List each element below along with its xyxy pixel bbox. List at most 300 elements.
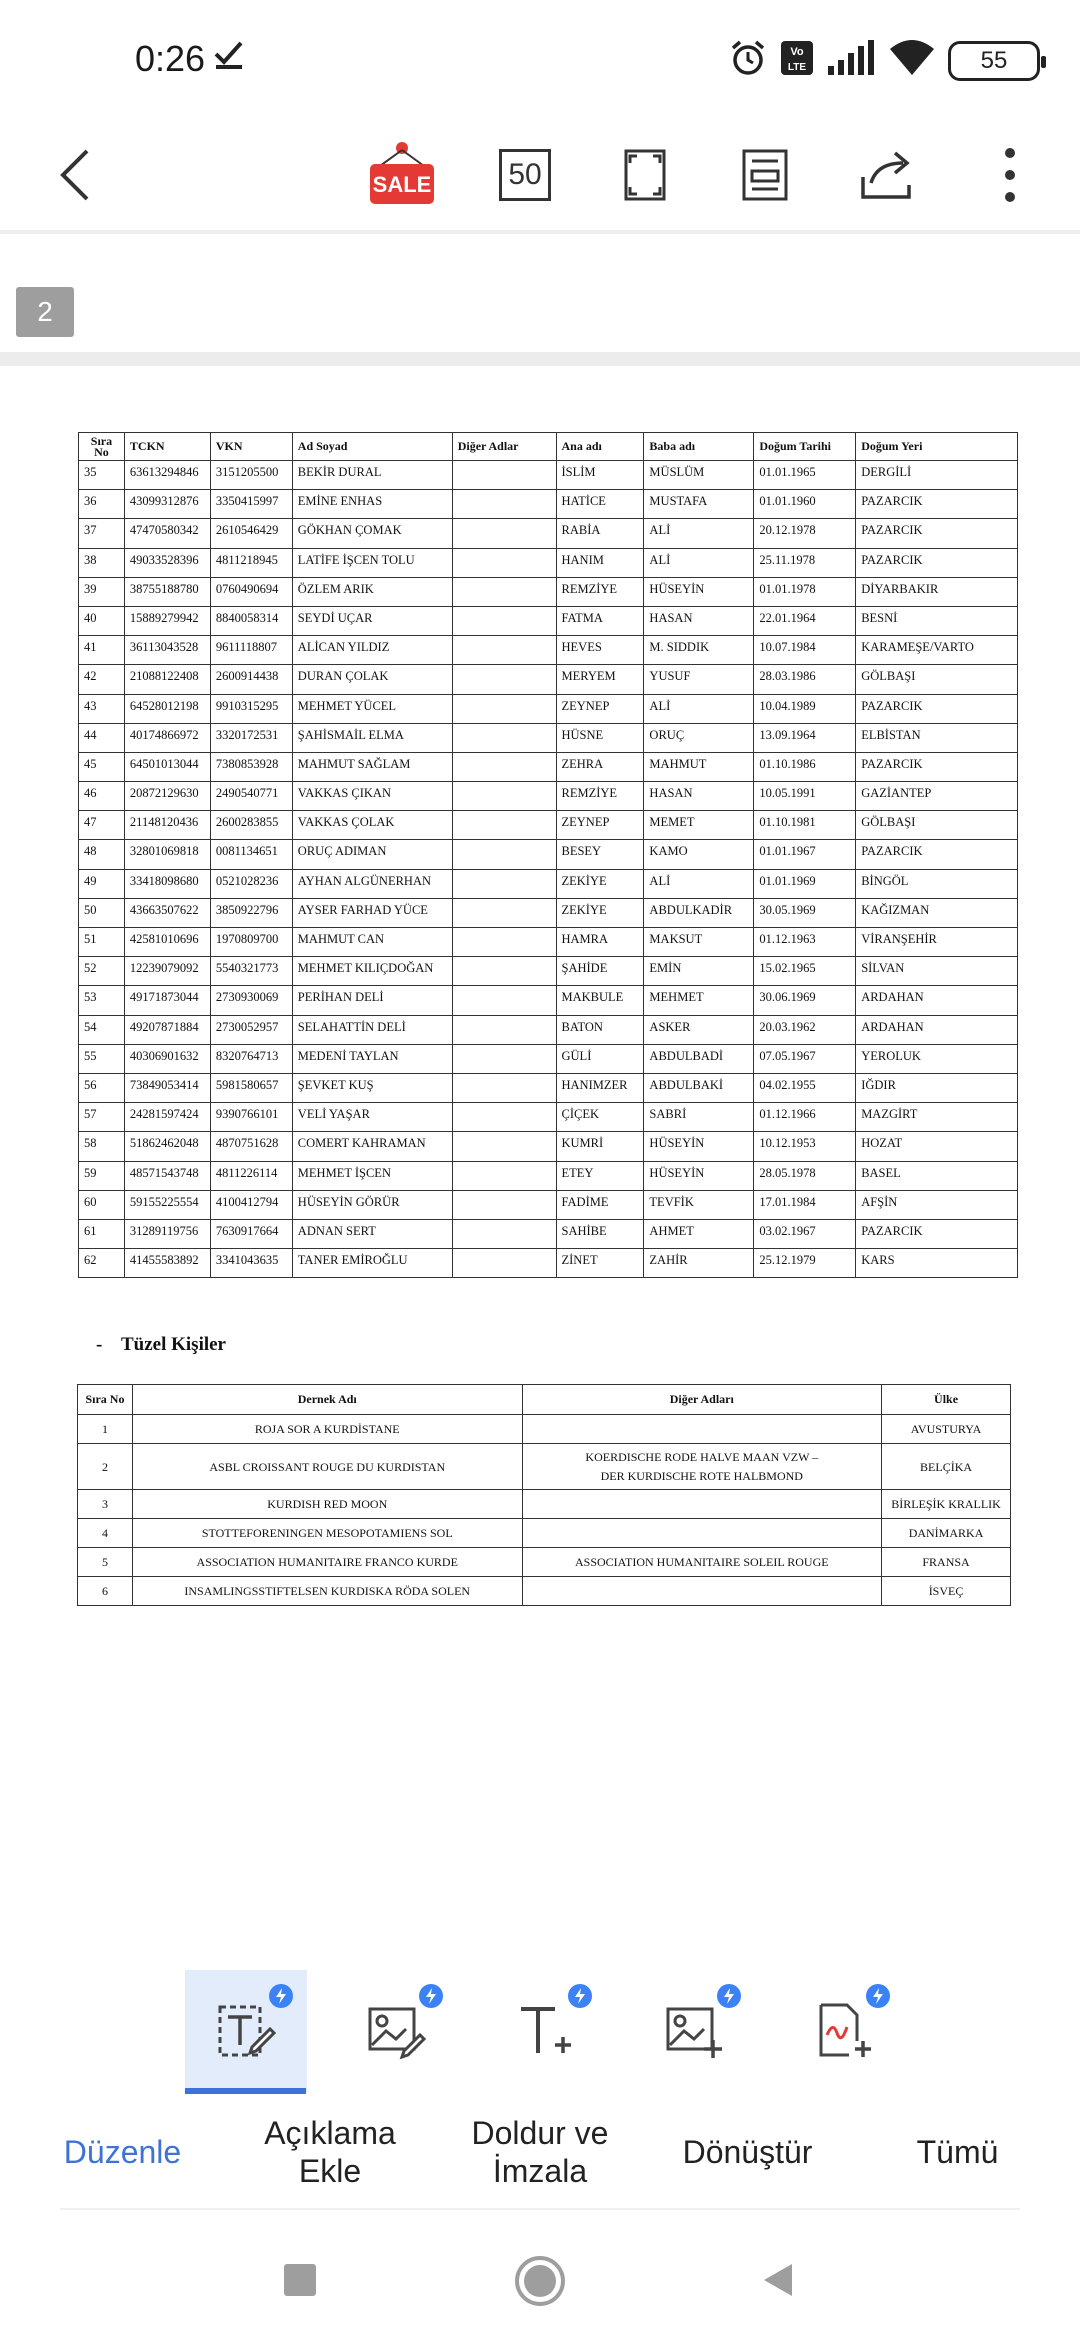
- table-cell: 5981580657: [210, 1073, 292, 1102]
- table-cell: ABDULBAKİ: [644, 1073, 754, 1102]
- table-cell: 43663507622: [124, 898, 210, 927]
- table-cell: VELİ YAŞAR: [292, 1103, 452, 1132]
- table-cell: MEHMET YÜCEL: [292, 694, 452, 723]
- table-cell: 01.10.1981: [754, 811, 856, 840]
- table-cell: 49207871884: [124, 1015, 210, 1044]
- table-row: [79, 1044, 1018, 1073]
- organizations-table: [77, 1384, 1011, 1606]
- table-cell: YUSUF: [644, 665, 754, 694]
- table-cell: HOZAT: [856, 1132, 1018, 1161]
- table-cell: ZEHRA: [556, 752, 644, 781]
- table-cell: KARS: [856, 1249, 1018, 1278]
- table-cell: GÜLİ: [556, 1044, 644, 1073]
- table-cell: [452, 577, 556, 606]
- table-cell: DURAN ÇOLAK: [292, 665, 452, 694]
- table-cell: 31289119756: [124, 1219, 210, 1248]
- table-cell: M. SIDDIK: [644, 636, 754, 665]
- table-cell: DERGİLİ: [856, 461, 1018, 490]
- table-cell: ASKER: [644, 1015, 754, 1044]
- table-cell: ZİNET: [556, 1249, 644, 1278]
- table-cell: [522, 1519, 882, 1548]
- table-cell: [452, 1249, 556, 1278]
- table-cell: 53: [79, 986, 125, 1015]
- table-cell: 41: [79, 636, 125, 665]
- table-row: [79, 1249, 1018, 1278]
- table-cell: EMİNE ENHAS: [292, 490, 452, 519]
- svg-text:LTE: LTE: [787, 62, 807, 73]
- persons-header-cell: Doğum Yeri: [856, 433, 1018, 461]
- table-cell: PERİHAN DELİ: [292, 986, 452, 1015]
- table-cell: 01.12.1963: [754, 928, 856, 957]
- table-cell: 30.06.1969: [754, 986, 856, 1015]
- table-cell: 0521028236: [210, 869, 292, 898]
- table-cell: 55: [79, 1044, 125, 1073]
- premium-bolt-icon: [269, 1984, 293, 2008]
- table-cell: 5540321773: [210, 957, 292, 986]
- table-cell: HÜSEYİN GÖRÜR: [292, 1190, 452, 1219]
- table-cell: 10.05.1991: [754, 782, 856, 811]
- table-cell: 47: [79, 811, 125, 840]
- table-cell: MEMET: [644, 811, 754, 840]
- table-cell: 7380853928: [210, 752, 292, 781]
- table-cell: PAZARCIK: [856, 490, 1018, 519]
- table-row: [79, 869, 1018, 898]
- table-cell: HATİCE: [556, 490, 644, 519]
- table-cell: PAZARCIK: [856, 548, 1018, 577]
- active-tool-indicator: [185, 2088, 306, 2094]
- table-cell: BİNGÖL: [856, 869, 1018, 898]
- table-row: [79, 811, 1018, 840]
- table-cell: 9390766101: [210, 1103, 292, 1132]
- tab-label: Açıklama Ekle: [264, 2115, 396, 2189]
- table-cell: AHMET: [644, 1219, 754, 1248]
- page-count-button[interactable]: [490, 130, 560, 220]
- table-cell: HASAN: [644, 606, 754, 635]
- table-cell: 64528012198: [124, 694, 210, 723]
- table-cell: COMERT KAHRAMAN: [292, 1132, 452, 1161]
- table-cell: MAHMUT CAN: [292, 928, 452, 957]
- table-cell: ORUÇ: [644, 723, 754, 752]
- edit-image-tool[interactable]: [335, 1970, 457, 2092]
- status-bar: [0, 0, 1080, 120]
- table-cell: KAMO: [644, 840, 754, 869]
- table-cell: [452, 1103, 556, 1132]
- table-cell: AFŞİN: [856, 1190, 1018, 1219]
- tab-tumu[interactable]: [870, 2096, 1045, 2208]
- page-count-icon: [499, 149, 551, 201]
- sign-document-icon: [813, 2001, 873, 2061]
- table-cell: MEHMET: [644, 986, 754, 1015]
- table-cell: [452, 1132, 556, 1161]
- table-cell: 5: [78, 1548, 133, 1577]
- table-cell: ÇİÇEK: [556, 1103, 644, 1132]
- square-icon: [282, 2262, 318, 2298]
- table-cell: VAKKAS ÇIKAN: [292, 782, 452, 811]
- table-cell: ALİ: [644, 519, 754, 548]
- add-text-icon: [515, 2001, 575, 2061]
- table-cell: [452, 461, 556, 490]
- table-cell: 25.11.1978: [754, 548, 856, 577]
- tab-label: Dönüştür: [682, 2134, 813, 2170]
- table-cell: 52: [79, 957, 125, 986]
- table-cell: 01.10.1986: [754, 752, 856, 781]
- table-cell: ARDAHAN: [856, 986, 1018, 1015]
- table-cell: HÜSEYİN: [644, 1132, 754, 1161]
- persons-header-cell: VKN: [210, 433, 292, 461]
- table-cell: [522, 1490, 882, 1519]
- table-cell: ALİ: [644, 694, 754, 723]
- table-cell: ALİCAN YILDIZ: [292, 636, 452, 665]
- table-cell: HAMRA: [556, 928, 644, 957]
- table-cell: HANIM: [556, 548, 644, 577]
- table-row: [79, 1015, 1018, 1044]
- table-cell: FRANSA: [882, 1548, 1011, 1577]
- table-cell: PAZARCIK: [856, 519, 1018, 548]
- table-cell: SEYDİ UÇAR: [292, 606, 452, 635]
- page-separator: [0, 352, 1080, 366]
- table-row: [79, 694, 1018, 723]
- table-cell: 45: [79, 752, 125, 781]
- table-cell: 20.03.1962: [754, 1015, 856, 1044]
- tab-label: Tümü: [916, 2134, 999, 2170]
- table-cell: VİRANŞEHİR: [856, 928, 1018, 957]
- table-row: [79, 577, 1018, 606]
- table-row: [79, 840, 1018, 869]
- table-cell: [452, 1044, 556, 1073]
- table-cell: ŞAHİSMAİL ELMA: [292, 723, 452, 752]
- table-cell: HÜSEYİN: [644, 577, 754, 606]
- fullscreen-icon: [620, 147, 670, 203]
- table-cell: ÖZLEM ARIK: [292, 577, 452, 606]
- table-cell: ETEY: [556, 1161, 644, 1190]
- table-cell: 04.02.1955: [754, 1073, 856, 1102]
- table-row: [79, 665, 1018, 694]
- table-cell: 3350415997: [210, 490, 292, 519]
- tab-duzenle[interactable]: [30, 2096, 215, 2208]
- table-row: [79, 1219, 1018, 1248]
- edit-text-tool[interactable]: [185, 1970, 307, 2092]
- table-cell: 61: [79, 1219, 125, 1248]
- table-cell: 59155225554: [124, 1190, 210, 1219]
- table-cell: SİLVAN: [856, 957, 1018, 986]
- table-cell: ASBL CROISSANT ROUGE DU KURDISTAN: [132, 1444, 522, 1490]
- table-cell: EMİN: [644, 957, 754, 986]
- table-cell: [452, 782, 556, 811]
- table-cell: [452, 1219, 556, 1248]
- table-cell: MAKSUT: [644, 928, 754, 957]
- table-cell: TANER EMİROĞLU: [292, 1249, 452, 1278]
- premium-bolt-icon: [568, 1984, 592, 2008]
- table-row: [79, 1190, 1018, 1219]
- table-cell: PAZARCIK: [856, 840, 1018, 869]
- triangle-back-icon: [758, 2260, 798, 2300]
- persons-header-cell: TCKN: [124, 433, 210, 461]
- volte-icon: [780, 40, 814, 81]
- table-cell: İSVEÇ: [882, 1577, 1011, 1606]
- table-cell: 25.12.1979: [754, 1249, 856, 1278]
- edit-tools-bar: [0, 1970, 1080, 2095]
- table-cell: ASSOCIATION HUMANITAIRE FRANCO KURDE: [132, 1548, 522, 1577]
- table-cell: 10.07.1984: [754, 636, 856, 665]
- table-cell: 20872129630: [124, 782, 210, 811]
- table-cell: MAHMUT: [644, 752, 754, 781]
- table-cell: MERYEM: [556, 665, 644, 694]
- persons-header-cell: Ad Soyad: [292, 433, 452, 461]
- table-cell: BASEL: [856, 1161, 1018, 1190]
- table-cell: 51: [79, 928, 125, 957]
- reading-mode-icon: [740, 147, 790, 203]
- table-row: [79, 1103, 1018, 1132]
- table-cell: ABDULKADİR: [644, 898, 754, 927]
- table-cell: [452, 636, 556, 665]
- table-cell: 40306901632: [124, 1044, 210, 1073]
- table-cell: MEHMET KILIÇDOĞAN: [292, 957, 452, 986]
- table-cell: 1970809700: [210, 928, 292, 957]
- alarm-icon: [728, 38, 768, 83]
- table-cell: 4811226114: [210, 1161, 292, 1190]
- table-cell: 01.01.1965: [754, 461, 856, 490]
- table-cell: 37: [79, 519, 125, 548]
- section-title: - Tüzel Kişiler: [96, 1334, 226, 1355]
- table-cell: 2600283855: [210, 811, 292, 840]
- table-row: [79, 928, 1018, 957]
- table-cell: ZEKİYE: [556, 898, 644, 927]
- table-cell: [452, 811, 556, 840]
- table-cell: 7630917664: [210, 1219, 292, 1248]
- table-cell: 2600914438: [210, 665, 292, 694]
- more-button[interactable]: [978, 130, 1042, 220]
- table-cell: HÜSNE: [556, 723, 644, 752]
- organizations-header-cell: Diğer Adları: [522, 1385, 882, 1415]
- table-cell: SABRİ: [644, 1103, 754, 1132]
- battery-level: 55: [980, 46, 1008, 74]
- tab-aciklama-ekle[interactable]: [235, 2096, 425, 2208]
- table-row: [79, 957, 1018, 986]
- sale-button[interactable]: [362, 130, 442, 220]
- table-cell: ARDAHAN: [856, 1015, 1018, 1044]
- recents-button[interactable]: [282, 2262, 318, 2298]
- table-cell: 13.09.1964: [754, 723, 856, 752]
- table-cell: 40: [79, 606, 125, 635]
- tab-donustur[interactable]: [655, 2096, 840, 2208]
- table-cell: 49171873044: [124, 986, 210, 1015]
- table-cell: MAZGİRT: [856, 1103, 1018, 1132]
- table-cell: 9910315295: [210, 694, 292, 723]
- table-cell: 4100412794: [210, 1190, 292, 1219]
- table-cell: 03.02.1967: [754, 1219, 856, 1248]
- table-cell: 4870751628: [210, 1132, 292, 1161]
- table-cell: 35: [79, 461, 125, 490]
- table-cell: KOERDISCHE RODE HALVE MAAN VZW – DER KURDISCHE ROTE HALBMOND: [522, 1444, 882, 1490]
- edit-image-icon: [366, 2001, 426, 2061]
- table-cell: 43: [79, 694, 125, 723]
- table-cell: LATİFE İŞCEN TOLU: [292, 548, 452, 577]
- table-cell: 54: [79, 1015, 125, 1044]
- check-icon: [213, 40, 247, 75]
- page-number-badge: [16, 287, 74, 337]
- table-cell: [452, 723, 556, 752]
- tab-doldur-ve-imzala[interactable]: [440, 2096, 640, 2208]
- tab-label: Düzenle: [63, 2134, 182, 2170]
- back-button[interactable]: [40, 130, 110, 220]
- table-cell: [452, 548, 556, 577]
- table-row: [79, 1161, 1018, 1190]
- table-cell: STOTTEFORENINGEN MESOPOTAMIENS SOL: [132, 1519, 522, 1548]
- organizations-header-cell: Dernek Adı: [132, 1385, 522, 1415]
- system-nav-bar: [0, 2230, 1080, 2340]
- table-cell: [452, 840, 556, 869]
- table-cell: [452, 665, 556, 694]
- table-cell: BELÇİKA: [882, 1444, 1011, 1490]
- table-cell: ELBİSTAN: [856, 723, 1018, 752]
- table-cell: ZEYNEP: [556, 694, 644, 723]
- table-cell: ZEYNEP: [556, 811, 644, 840]
- table-cell: 42: [79, 665, 125, 694]
- share-button[interactable]: [852, 130, 922, 220]
- table-cell: 2730052957: [210, 1015, 292, 1044]
- table-cell: BEKİR DURAL: [292, 461, 452, 490]
- table-cell: 49: [79, 869, 125, 898]
- table-cell: ALİ: [644, 548, 754, 577]
- table-cell: 4811218945: [210, 548, 292, 577]
- document-page[interactable]: [0, 366, 1080, 1946]
- table-cell: [452, 752, 556, 781]
- table-cell: 46: [79, 782, 125, 811]
- table-cell: FATMA: [556, 606, 644, 635]
- table-cell: 38: [79, 548, 125, 577]
- table-cell: [452, 1161, 556, 1190]
- persons-header-cell: Baba adı: [644, 433, 754, 461]
- fullscreen-button[interactable]: [610, 130, 680, 220]
- table-cell: AYHAN ALGÜNERHAN: [292, 869, 452, 898]
- persons-header-cell: Sıra No: [79, 433, 125, 461]
- table-cell: ROJA SOR A KURDİSTANE: [132, 1415, 522, 1444]
- table-cell: KURDISH RED MOON: [132, 1490, 522, 1519]
- table-cell: 4: [78, 1519, 133, 1548]
- add-image-icon: [664, 2001, 724, 2061]
- table-cell: [452, 986, 556, 1015]
- persons-table-header: [79, 433, 1018, 461]
- table-cell: BATON: [556, 1015, 644, 1044]
- home-circle-icon: [513, 2254, 567, 2308]
- table-cell: MAHMUT SAĞLAM: [292, 752, 452, 781]
- table-cell: 22.01.1964: [754, 606, 856, 635]
- table-cell: [522, 1415, 882, 1444]
- tab-label: Doldur ve İmzala: [471, 2115, 609, 2189]
- home-button[interactable]: [513, 2254, 567, 2308]
- table-cell: 3320172531: [210, 723, 292, 752]
- table-cell: 0081134651: [210, 840, 292, 869]
- table-cell: 01.01.1967: [754, 840, 856, 869]
- back-icon: [55, 145, 95, 205]
- table-cell: 38755188780: [124, 577, 210, 606]
- table-cell: 9611118807: [210, 636, 292, 665]
- share-icon: [857, 147, 917, 203]
- table-cell: 36113043528: [124, 636, 210, 665]
- premium-bolt-icon: [717, 1984, 741, 2008]
- organizations-header-cell: Ülke: [882, 1385, 1011, 1415]
- table-cell: 56: [79, 1073, 125, 1102]
- nav-back-button[interactable]: [758, 2260, 798, 2300]
- table-cell: VAKKAS ÇOLAK: [292, 811, 452, 840]
- table-row: [79, 986, 1018, 1015]
- table-cell: ALİ: [644, 869, 754, 898]
- table-cell: YEROLUK: [856, 1044, 1018, 1073]
- table-cell: BESEY: [556, 840, 644, 869]
- table-row: [79, 1073, 1018, 1102]
- table-cell: 10.12.1953: [754, 1132, 856, 1161]
- table-cell: [452, 694, 556, 723]
- table-cell: 1: [78, 1415, 133, 1444]
- table-cell: ASSOCIATION HUMANITAIRE SOLEIL ROUGE: [522, 1548, 882, 1577]
- add-text-tool[interactable]: [484, 1970, 606, 2092]
- persons-header-cell: Doğum Tarihi: [754, 433, 856, 461]
- table-cell: KUMRİ: [556, 1132, 644, 1161]
- table-cell: 17.01.1984: [754, 1190, 856, 1219]
- organizations-header-cell: Sıra No: [78, 1385, 133, 1415]
- table-cell: GÖLBAŞI: [856, 665, 1018, 694]
- table-cell: MÜSLÜM: [644, 461, 754, 490]
- page-count: 50: [508, 158, 542, 191]
- table-cell: 59: [79, 1161, 125, 1190]
- table-cell: 2490540771: [210, 782, 292, 811]
- table-cell: [452, 957, 556, 986]
- table-cell: ADNAN SERT: [292, 1219, 452, 1248]
- reading-mode-button[interactable]: [730, 130, 800, 220]
- table-cell: AVUSTURYA: [882, 1415, 1011, 1444]
- table-cell: 2730930069: [210, 986, 292, 1015]
- table-cell: 15889279942: [124, 606, 210, 635]
- table-cell: 01.01.1969: [754, 869, 856, 898]
- table-cell: BESNİ: [856, 606, 1018, 635]
- table-cell: MUSTAFA: [644, 490, 754, 519]
- premium-bolt-icon: [419, 1984, 443, 2008]
- table-cell: GÖLBAŞI: [856, 811, 1018, 840]
- more-icon: [1002, 147, 1018, 203]
- table-cell: GAZİANTEP: [856, 782, 1018, 811]
- table-row: [79, 782, 1018, 811]
- add-image-tool[interactable]: [633, 1970, 755, 2092]
- table-cell: 36: [79, 490, 125, 519]
- table-row: [78, 1577, 1011, 1606]
- table-row: [78, 1444, 1011, 1490]
- table-row: [79, 519, 1018, 548]
- sale-tag-icon: [364, 140, 440, 210]
- persons-header-cell: Diğer Adlar: [452, 433, 556, 461]
- table-row: [79, 490, 1018, 519]
- edit-text-icon: [216, 2001, 276, 2061]
- table-row: [79, 636, 1018, 665]
- table-cell: İSLİM: [556, 461, 644, 490]
- table-cell: 28.03.1986: [754, 665, 856, 694]
- persons-header-cell: Ana adı: [556, 433, 644, 461]
- toolbar-divider: [0, 230, 1080, 234]
- table-cell: 32801069818: [124, 840, 210, 869]
- table-cell: 50: [79, 898, 125, 927]
- table-cell: 12239079092: [124, 957, 210, 986]
- table-cell: KAĞIZMAN: [856, 898, 1018, 927]
- table-cell: [452, 1015, 556, 1044]
- table-cell: [522, 1577, 882, 1606]
- sign-document-tool[interactable]: [782, 1970, 904, 2092]
- top-toolbar: [0, 120, 1080, 232]
- table-row: [78, 1415, 1011, 1444]
- table-cell: 6: [78, 1577, 133, 1606]
- table-cell: IĞDIR: [856, 1073, 1018, 1102]
- table-cell: 49033528396: [124, 548, 210, 577]
- table-cell: 01.01.1960: [754, 490, 856, 519]
- table-cell: GÖKHAN ÇOMAK: [292, 519, 452, 548]
